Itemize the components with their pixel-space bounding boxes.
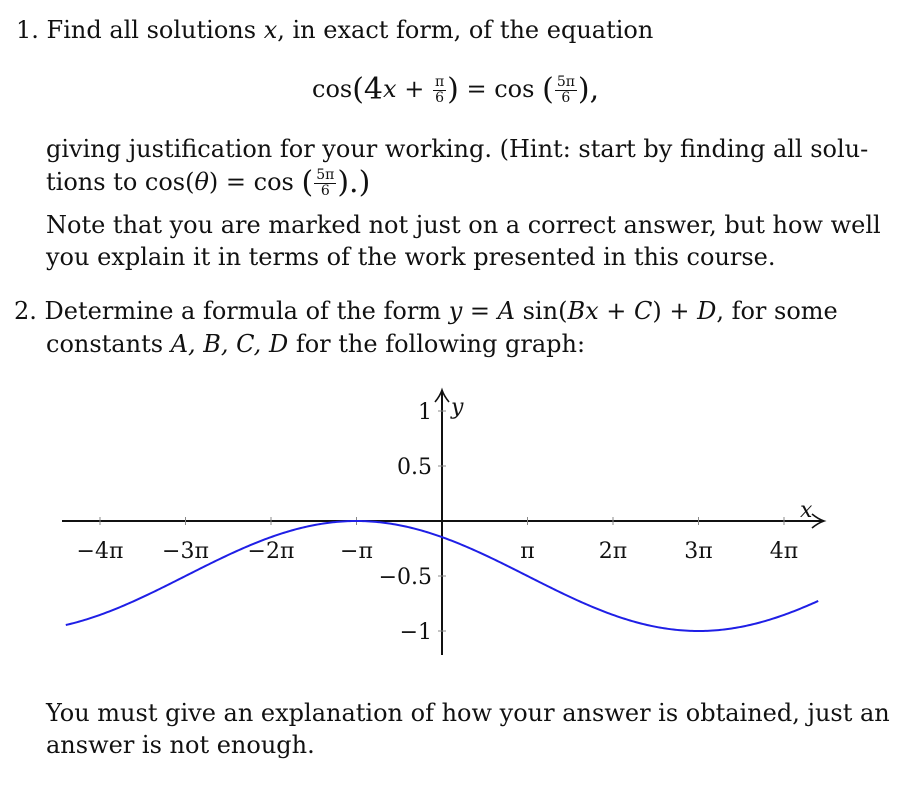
x-tick-label: π [520, 539, 535, 564]
x-tick-label: 2π [598, 539, 628, 564]
x-axis-label: x [800, 498, 813, 523]
q1-note-line-2: you explain it in terms of the work presented in this course. [46, 243, 776, 271]
eq-equals: = [458, 75, 495, 103]
eq-cos: cos [494, 75, 535, 103]
eq-var: x [383, 75, 397, 103]
variable-x: x [263, 16, 278, 44]
x-tick-label: 4π [769, 539, 799, 564]
eq-paren: ( [542, 72, 554, 107]
y-tick-label: −1 [399, 620, 432, 645]
question-number: 1. [16, 16, 39, 44]
y-axis-label: y [451, 395, 464, 420]
eq-paren: (4 [352, 72, 384, 107]
x-tick-label: −3π [162, 539, 209, 564]
y-tick-label: 0.5 [397, 455, 432, 480]
question-2-line-2: constants A, B, C, D for the following graph: [46, 330, 586, 358]
q1-justification-line: giving justification for your working. (Hint: start by finding all solu- [46, 135, 869, 163]
x-tick-label: −4π [76, 539, 124, 564]
y-tick-label: 1 [418, 400, 432, 425]
y-tick-label: −0.5 [378, 565, 432, 590]
x-tick-label: −2π [247, 539, 295, 564]
question-number: 2. [14, 297, 37, 325]
intro-text: Find all solutions [46, 16, 257, 44]
q1-note-line-1: Note that you are marked not just on a correct answer, but how well [46, 211, 881, 239]
eq-plus: + [396, 75, 432, 103]
eq-paren: ) [447, 72, 459, 107]
q2-footer-line-2: answer is not enough. [46, 731, 315, 759]
eq-frac: $\frac{\pi}{6}$ [434, 74, 445, 106]
eq-cos: cos [312, 75, 353, 103]
x-tick-label: −π [340, 539, 373, 564]
eq-frac: $\frac{5\pi}{6}$ [556, 74, 575, 106]
q2-footer-line-1: You must give an explanation of how your answer is obtained, just an [46, 699, 890, 727]
intro-rest: , in exact form, of the equation [277, 16, 654, 44]
q1-hint-line: tions to cos(θ) = cos ( $\frac{5\pi}{6}$ ).) [46, 165, 371, 200]
question-2-line-1: 2. Determine a formula of the form y = A sin(Bx + C) + D, for some [14, 297, 838, 325]
eq-paren: ), [577, 72, 600, 107]
x-tick-label: 3π [684, 539, 713, 564]
